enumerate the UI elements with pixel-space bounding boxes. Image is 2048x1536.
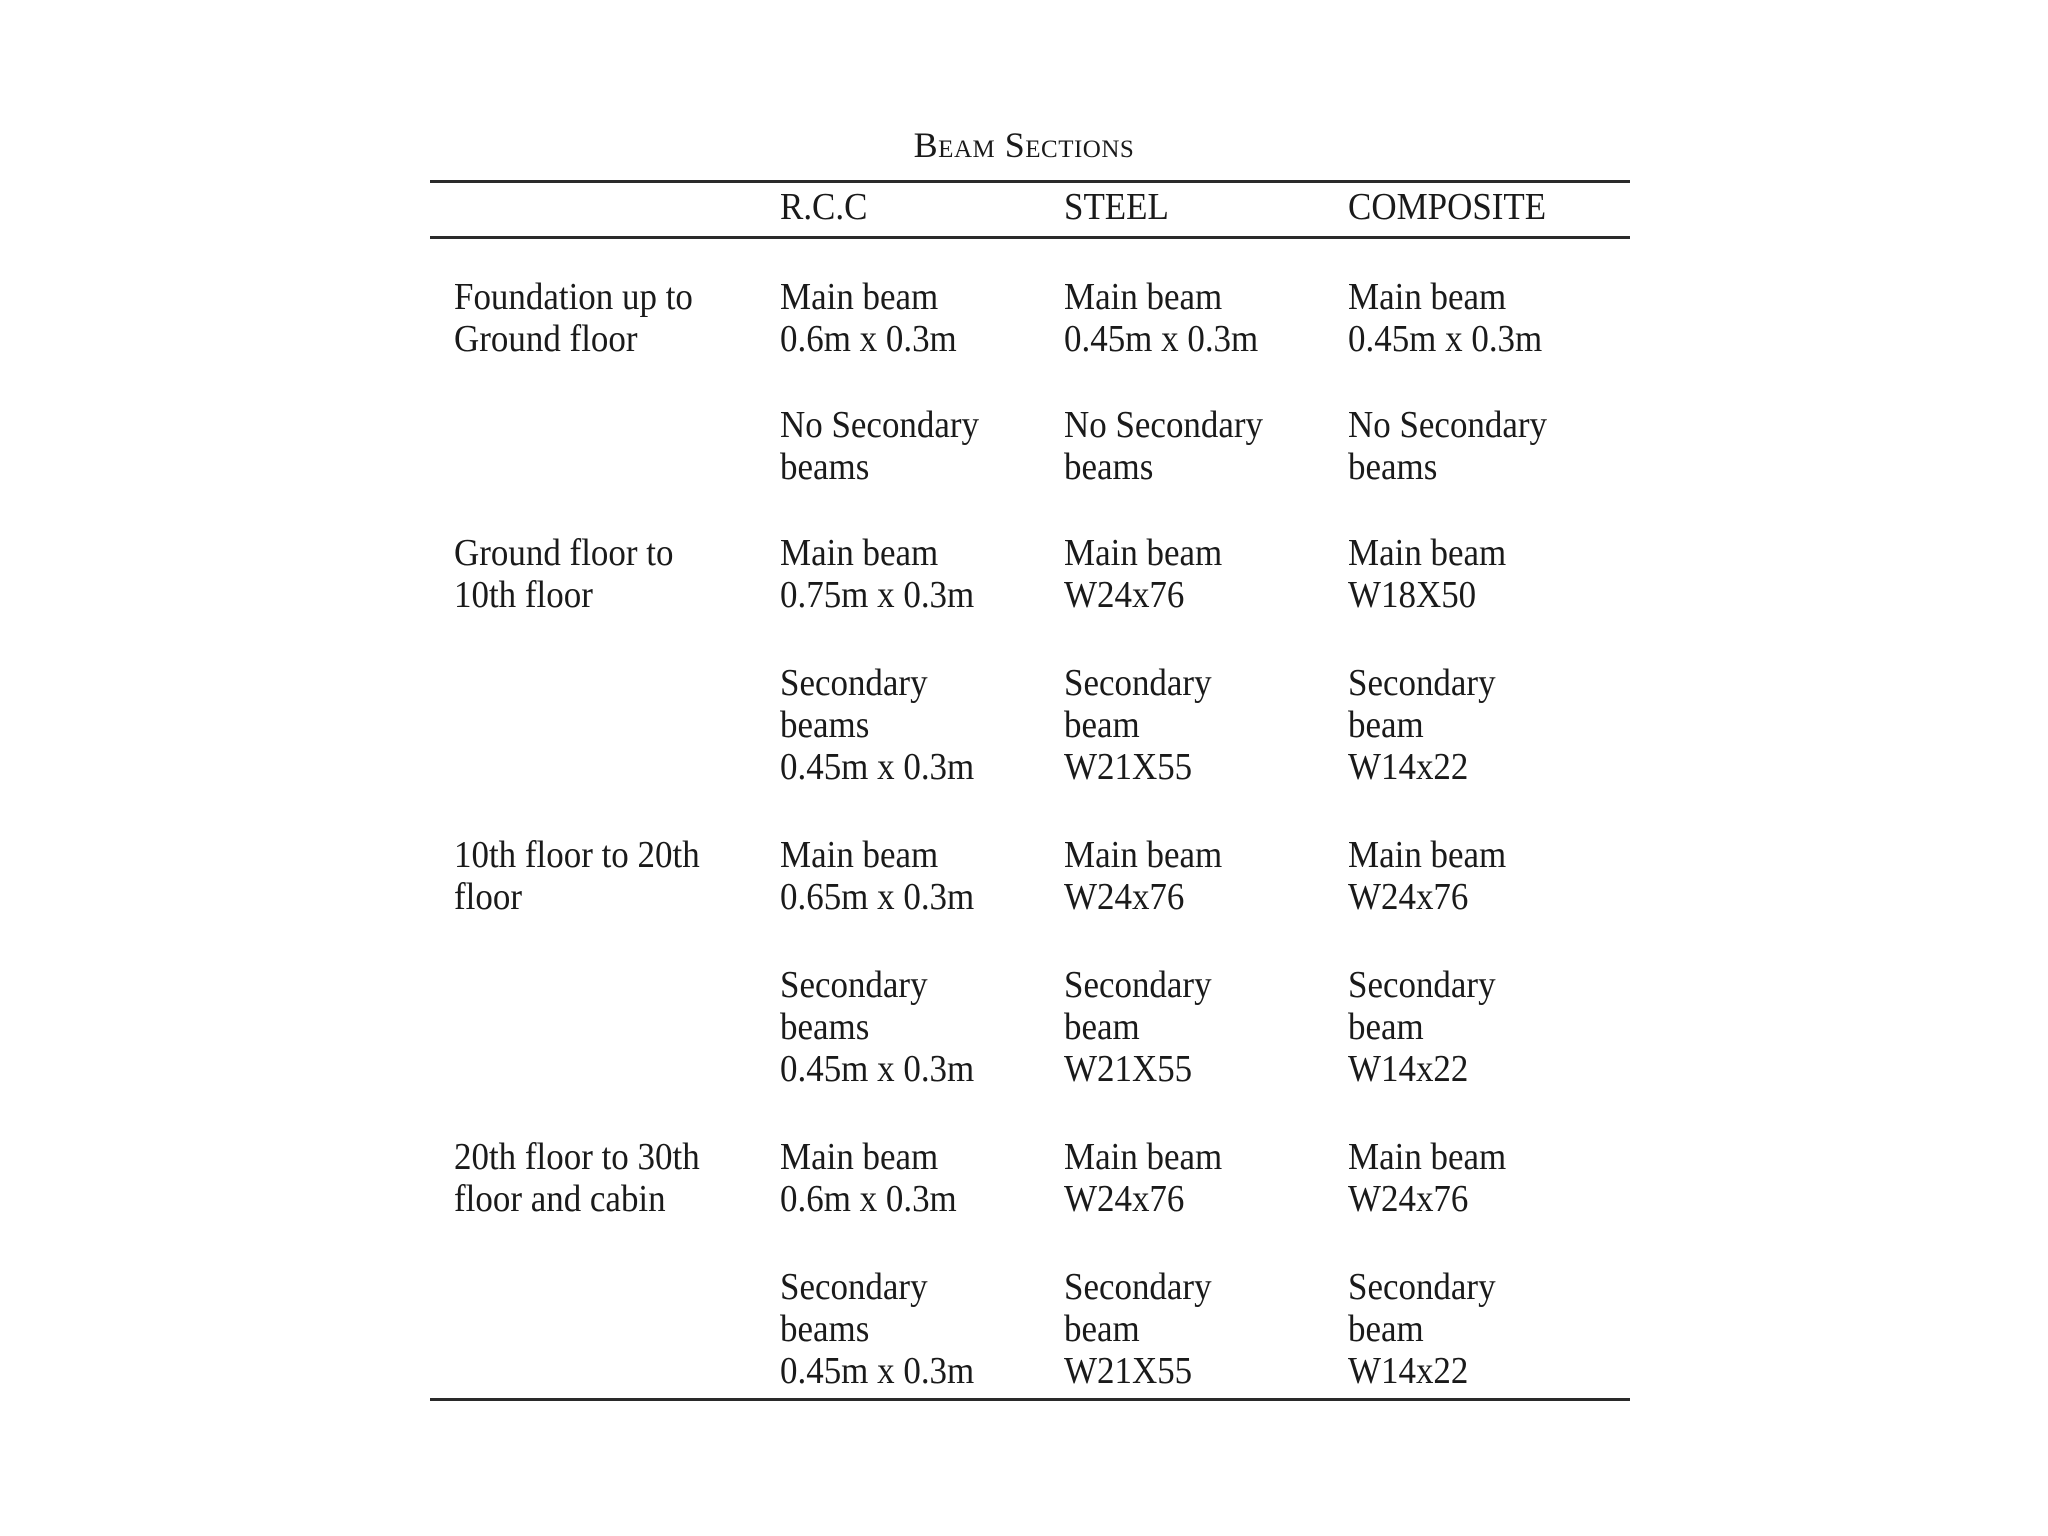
cell-composite-main: Main beam W24x76 xyxy=(1348,834,1507,918)
cell-steel-secondary: Secondary beam W21X55 xyxy=(1064,662,1212,788)
cell-steel-secondary: No Secondary beams xyxy=(1064,404,1264,488)
cell-steel-main: Main beam W24x76 xyxy=(1064,1136,1223,1220)
header-composite: COMPOSITE xyxy=(1348,186,1547,228)
cell-composite-main: Main beam W18X50 xyxy=(1348,532,1507,616)
cell-steel-main: Main beam 0.45m x 0.3m xyxy=(1064,276,1259,360)
cell-rcc-secondary: Secondary beams 0.45m x 0.3m xyxy=(780,1266,975,1392)
row-label-ground-to-10th: Ground floor to 10th floor xyxy=(454,532,674,616)
cell-composite-secondary: No Secondary beams xyxy=(1348,404,1548,488)
header-rcc: R.C.C xyxy=(780,186,868,228)
cell-steel-main: Main beam W24x76 xyxy=(1064,834,1223,918)
cell-rcc-secondary: No Secondary beams xyxy=(780,404,980,488)
row-label-20th-to-30th: 20th floor to 30th floor and cabin xyxy=(454,1136,700,1220)
cell-rcc-main: Main beam 0.6m x 0.3m xyxy=(780,276,957,360)
row-label-foundation: Foundation up to Ground floor xyxy=(454,276,693,360)
row-label-10th-to-20th: 10th floor to 20th floor xyxy=(454,834,700,918)
cell-composite-main: Main beam W24x76 xyxy=(1348,1136,1507,1220)
cell-composite-secondary: Secondary beam W14x22 xyxy=(1348,1266,1496,1392)
cell-steel-secondary: Secondary beam W21X55 xyxy=(1064,964,1212,1090)
cell-composite-main: Main beam 0.45m x 0.3m xyxy=(1348,276,1543,360)
header-steel: STEEL xyxy=(1064,186,1169,228)
cell-rcc-secondary: Secondary beams 0.45m x 0.3m xyxy=(780,662,975,788)
cell-steel-secondary: Secondary beam W21X55 xyxy=(1064,1266,1212,1392)
table-bottom-rule xyxy=(430,1398,1630,1401)
cell-rcc-main: Main beam 0.75m x 0.3m xyxy=(780,532,975,616)
cell-composite-secondary: Secondary beam W14x22 xyxy=(1348,662,1496,788)
cell-rcc-main: Main beam 0.6m x 0.3m xyxy=(780,1136,957,1220)
cell-steel-main: Main beam W24x76 xyxy=(1064,532,1223,616)
page-title: Beam Sections xyxy=(913,125,1135,165)
cell-composite-secondary: Secondary beam W14x22 xyxy=(1348,964,1496,1090)
cell-rcc-secondary: Secondary beams 0.45m x 0.3m xyxy=(780,964,975,1090)
cell-rcc-main: Main beam 0.65m x 0.3m xyxy=(780,834,975,918)
table-header-rule xyxy=(430,236,1630,239)
